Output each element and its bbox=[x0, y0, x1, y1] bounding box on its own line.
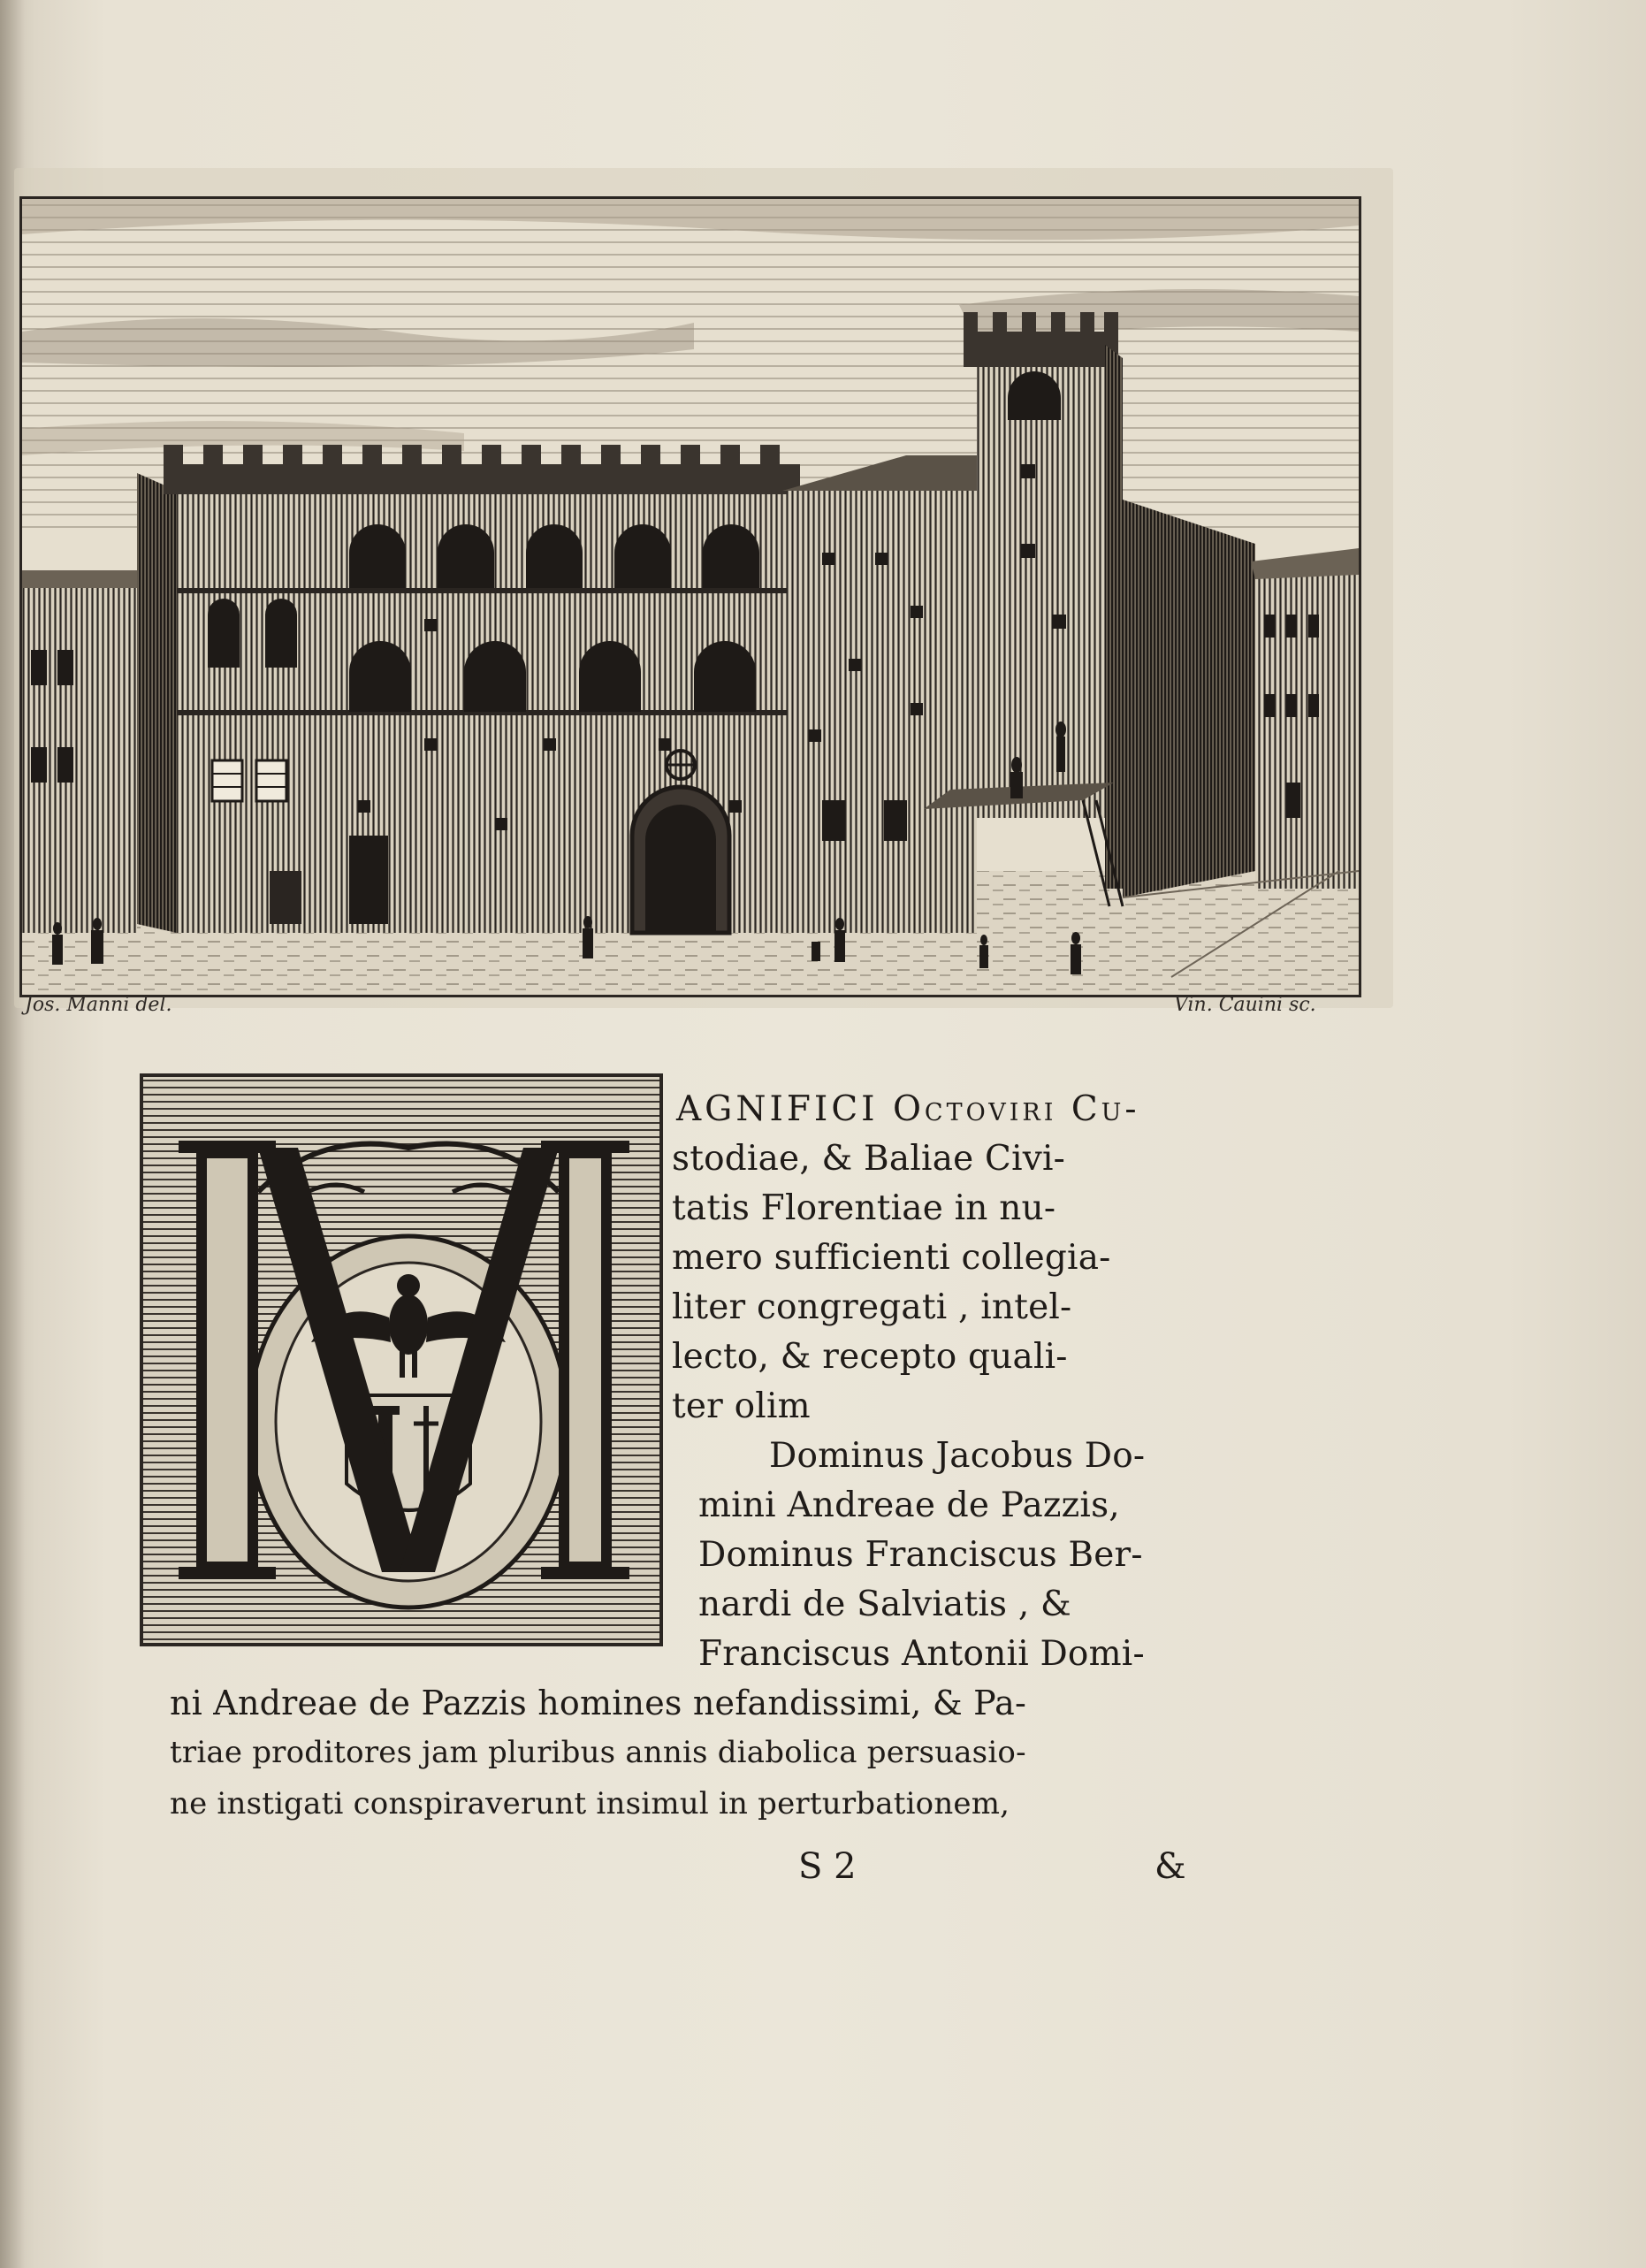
text-line-9: mini Andreae de Pazzis, bbox=[698, 1485, 1120, 1525]
text-line-8: Dominus Jacobus Do- bbox=[769, 1436, 1146, 1476]
text-line-6: lecto, & recepto quali- bbox=[672, 1337, 1068, 1377]
decorated-initial-m bbox=[140, 1073, 663, 1646]
text-line-11: nardi de Salviatis , & bbox=[698, 1585, 1071, 1624]
text-line-7: ter olim bbox=[672, 1386, 811, 1426]
text-line-12: Franciscus Antonii Domi- bbox=[698, 1634, 1145, 1674]
draftsman-credit: Jos. Manni del. bbox=[25, 994, 172, 1016]
text-line-14: triae proditores jam pluribus annis diabolica persuasio- bbox=[170, 1735, 1026, 1770]
text-line-15: ne instigati conspiraverunt insimul in perturbationem, bbox=[170, 1786, 1010, 1821]
text-line-4: mero sufficienti collegia- bbox=[672, 1238, 1111, 1278]
text-line-2: stodiae, & Baliae Civi- bbox=[672, 1139, 1066, 1179]
signature-mark: S 2 bbox=[798, 1846, 857, 1887]
engraving-palazzo-illustration bbox=[19, 196, 1361, 997]
text-line-5: liter congregati , intel- bbox=[672, 1287, 1072, 1327]
text-line-3: tatis Florentiae in nu- bbox=[672, 1188, 1056, 1228]
text-line-13: ni Andreae de Pazzis homines nefandissimi, & Pa- bbox=[170, 1684, 1027, 1722]
engraver-credit: Vin. Cauini sc. bbox=[1174, 994, 1316, 1016]
opening-word: AGNIFICI Octoviri Cu- bbox=[676, 1089, 1140, 1129]
text-line-1 bbox=[676, 1089, 1140, 1129]
text-line-10: Dominus Franciscus Ber- bbox=[698, 1535, 1143, 1575]
catchword: & bbox=[1154, 1846, 1186, 1887]
